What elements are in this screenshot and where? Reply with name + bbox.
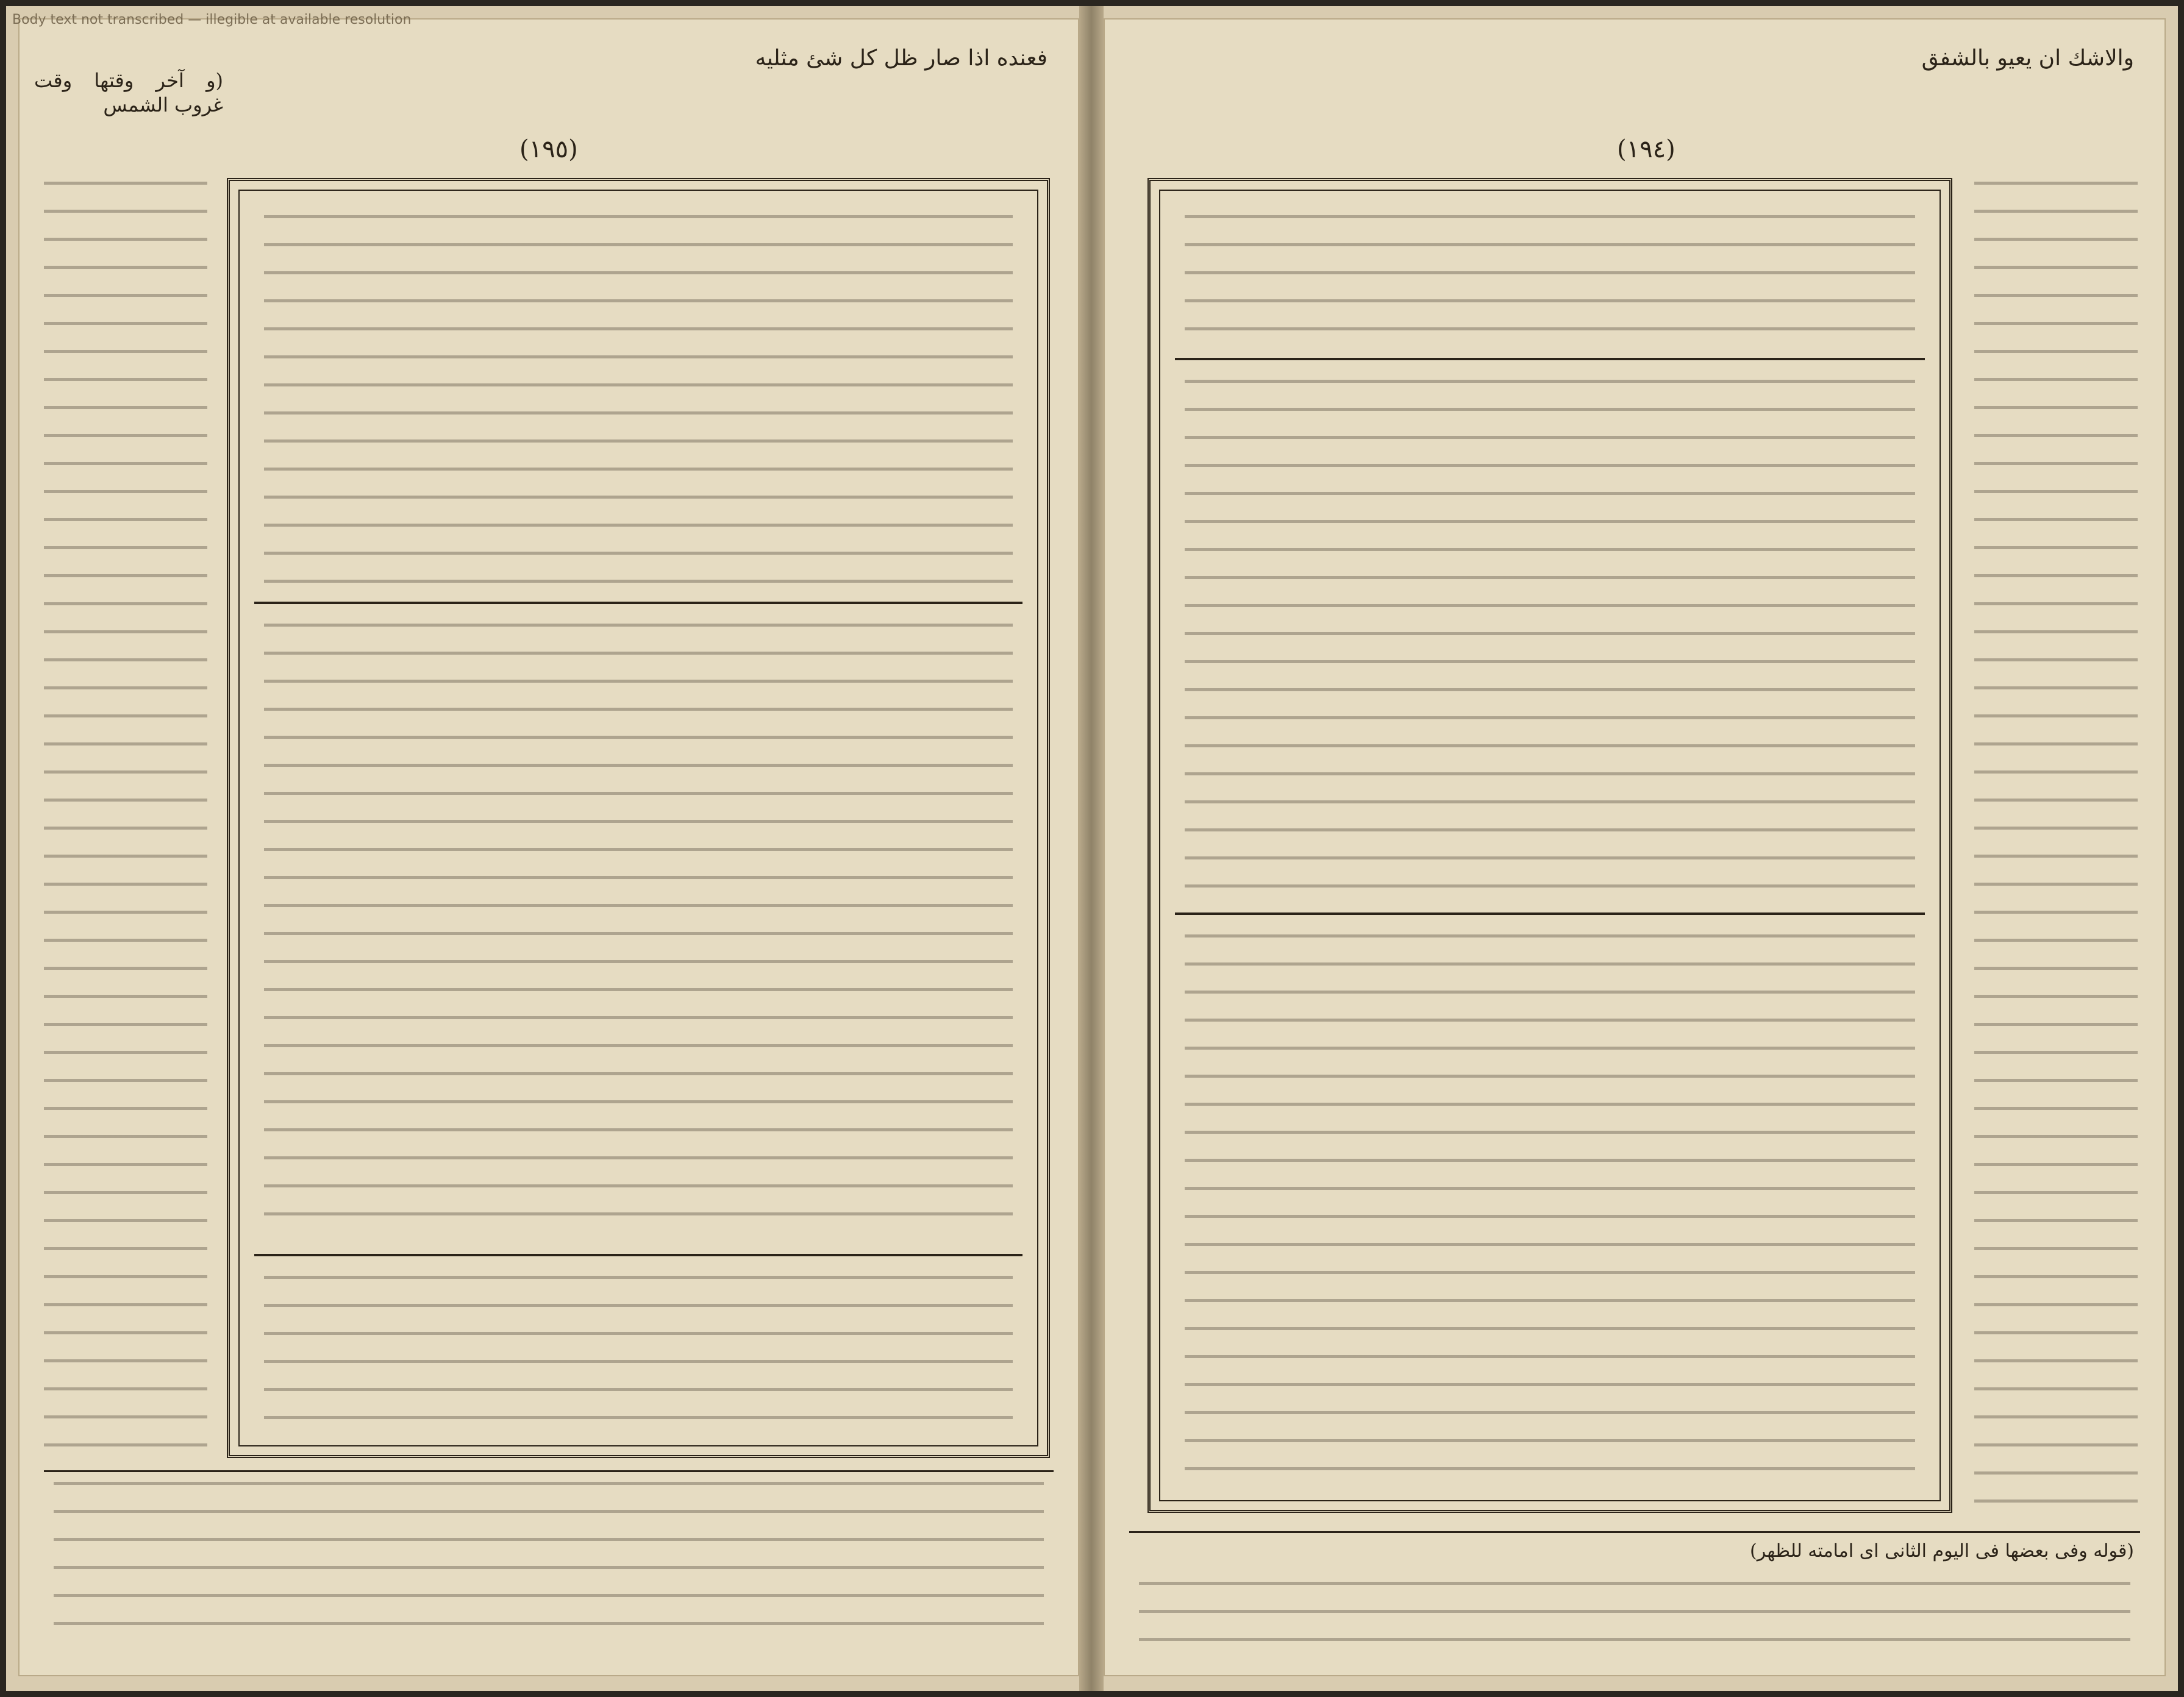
left-main-text-frame <box>227 178 1050 1458</box>
illegible-text-block <box>1139 1582 2130 1651</box>
left-main-block-1 <box>254 205 1022 596</box>
right-footnotes <box>1129 1531 2140 1661</box>
right-page <box>1104 18 2166 1676</box>
left-margin-commentary <box>34 172 217 1458</box>
section-divider <box>1175 913 1925 915</box>
illegible-text-block <box>54 1482 1044 1645</box>
right-footnote-first-line: (قوله وفى بعضها فى اليوم الثانى اى امامته للظهر) <box>1750 1540 2134 1562</box>
left-page <box>18 18 1079 1676</box>
left-footnotes <box>44 1470 1054 1655</box>
right-main-block-2 <box>1175 370 1925 906</box>
right-margin-commentary <box>1965 172 2147 1513</box>
section-divider <box>1175 358 1925 360</box>
illegible-text-block <box>44 182 207 1448</box>
section-divider <box>254 602 1022 604</box>
right-header-fragment: والاشك ان يعيو بالشفق <box>1921 46 2134 71</box>
illegibility-note: Body text not transcribed — illegible at available resolution <box>12 12 412 27</box>
illegible-text-block <box>1185 934 1915 1476</box>
left-margin-top-fragment: (و آخر وقتها وقت غروب الشمس <box>34 69 223 116</box>
left-main-block-3 <box>254 1266 1022 1437</box>
book-gutter <box>1079 6 1104 1691</box>
right-page-number: (١٩٤) <box>1617 135 1675 163</box>
right-main-block-1 <box>1175 205 1925 352</box>
right-main-block-3 <box>1175 925 1925 1485</box>
illegible-text-block <box>264 215 1013 586</box>
left-main-block-2 <box>254 614 1022 1248</box>
illegible-text-block <box>264 1276 1013 1427</box>
left-page-number: (١٩٥) <box>519 135 578 163</box>
right-main-text-frame <box>1147 178 1952 1513</box>
illegible-text-block <box>1185 215 1915 342</box>
left-header-fragment: فعنده اذا صار ظل كل شئ مثليه <box>755 46 1047 71</box>
section-divider <box>254 1254 1022 1256</box>
illegible-text-block <box>1185 380 1915 897</box>
illegible-text-block <box>264 624 1013 1238</box>
open-book <box>6 6 2178 1691</box>
illegible-text-block <box>1974 182 2138 1503</box>
